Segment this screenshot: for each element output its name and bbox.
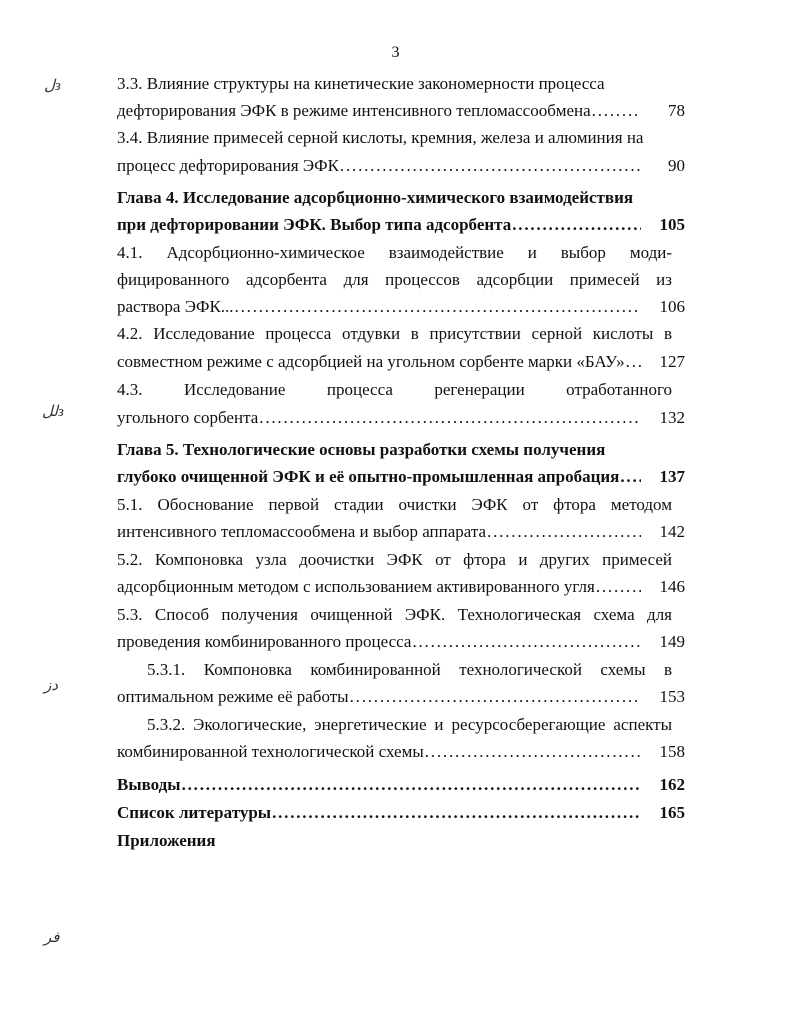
toc-chapter-4-line2: при дефторировании ЭФК. Выбор типа адсорбента ..... 105 <box>117 211 685 239</box>
toc-entry-4-1-line1: 4.1. Адсорбционно-химическое взаимодействие и выбор моди- <box>117 243 672 262</box>
toc-appendices: Приложения <box>117 831 216 850</box>
toc-page-number: 153 <box>659 687 685 706</box>
margin-scribble: فر <box>44 930 60 946</box>
toc-references: Список литературы ..... 165 <box>117 799 685 827</box>
toc-page-number: 165 <box>659 803 685 822</box>
toc-entry-5-3-2-line1: 5.3.2. Экологические, энергетические и ресурсосберегающие аспекты <box>147 715 672 734</box>
toc-entry-5-3-line2: проведения комбинированного процесса ..... 149 <box>117 628 685 656</box>
toc-page-number: 137 <box>659 467 685 486</box>
toc-page-number: 105 <box>659 215 685 234</box>
toc-page-number: 162 <box>659 775 685 794</box>
toc-entry-3-4-line1: 3.4. Влияние примесей серной кислоты, кремния, железа и алюминия на <box>117 128 644 147</box>
toc-entry-5-3-1-line1: 5.3.1. Компоновка комбинированной технологической схемы в <box>147 660 672 679</box>
toc-page-number: 142 <box>659 522 685 541</box>
toc-page-number: 78 <box>668 101 685 120</box>
toc-entry-4-1-line3: раствора ЭФК... ..... 106 <box>117 293 685 321</box>
toc-entry-5-1-line1: 5.1. Обоснование первой стадии очистки ЭФК от фтора методом <box>117 495 672 514</box>
toc-entry-5-2-line2: адсорбционным методом с использованием активированного угля ..... 146 <box>117 573 685 601</box>
toc-page-number: 127 <box>659 352 685 371</box>
toc-page-number: 149 <box>659 632 685 651</box>
toc-entry-4-2-line1: 4.2. Исследование процесса отдувки в присутствии серной кислоты в <box>117 324 672 343</box>
toc-entry-5-3-2-line2: комбинированной технологической схемы ..... 158 <box>117 738 685 766</box>
toc-page-number: 146 <box>659 577 685 596</box>
margin-scribble: لз <box>44 78 61 94</box>
toc-page-number: 132 <box>659 408 685 427</box>
toc-chapter-4-line1: Глава 4. Исследование адсорбционно-химического взаимодействия <box>117 188 634 207</box>
toc-page-number: 106 <box>659 297 685 316</box>
toc-conclusions: Выводы ..... 162 <box>117 771 685 799</box>
margin-scribble: دز <box>44 678 58 694</box>
page-number: 3 <box>391 44 400 61</box>
toc-entry-3-3-line2: дефторирования ЭФК в режиме интенсивного тепломассообмена ..... 78 <box>117 97 685 125</box>
toc-entry-3-4-line2: процесс дефторирования ЭФК ..... 90 <box>117 152 685 180</box>
toc-entry-3-3-line1: 3.3. Влияние структуры на кинетические закономерности процесса <box>117 74 605 93</box>
toc-entry-5-3-line1: 5.3. Способ получения очищенной ЭФК. Технологическая схема для <box>117 605 672 624</box>
toc-page-number: 158 <box>659 742 685 761</box>
margin-scribble: للз <box>42 404 64 420</box>
toc-entry-5-1-line2: интенсивного тепломассообмена и выбор аппарата ..... 142 <box>117 518 685 546</box>
toc-entry-5-3-1-line2: оптимальном режиме её работы ..... 153 <box>117 683 685 711</box>
toc-entry-4-1-line2: фицированного адсорбента для процессов адсорбции примесей из <box>117 270 672 289</box>
toc-page-number: 90 <box>668 156 685 175</box>
toc-entry-4-3-line2: угольного сорбента ..... 132 <box>117 404 685 432</box>
toc-chapter-5-line1: Глава 5. Технологические основы разработки схемы получения <box>117 440 606 459</box>
toc-chapter-5-line2: глубоко очищенной ЭФК и её опытно-промышленная апробация ..... 137 <box>117 463 685 491</box>
toc-entry-4-3-line1: 4.3. Исследование процесса регенерации отработанного <box>117 380 672 399</box>
toc-entry-5-2-line1: 5.2. Компоновка узла доочистки ЭФК от фтора и других примесей <box>117 550 672 569</box>
toc-entry-4-2-line2: совместном режиме с адсорбцией на угольном сорбенте марки «БАУ» ..... 127 <box>117 348 685 376</box>
